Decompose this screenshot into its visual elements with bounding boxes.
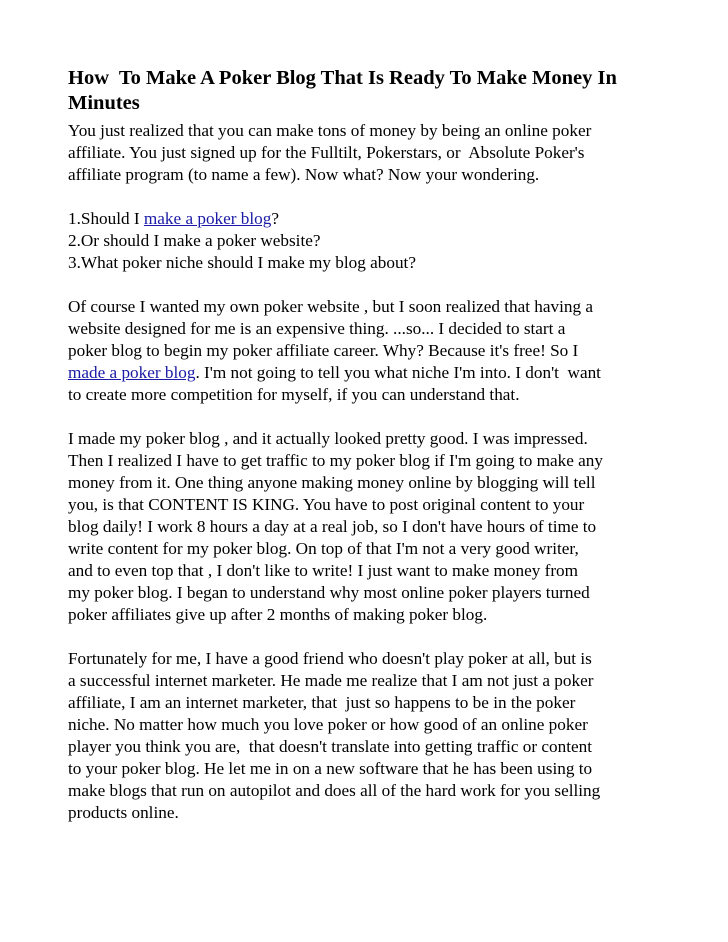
list-item-text: 1.Should I xyxy=(68,209,144,228)
text-line: products online. xyxy=(68,803,179,822)
text-line: to create more competition for myself, if you can understand that. xyxy=(68,385,520,404)
list-item: 3.What poker niche should I make my blog about? xyxy=(68,253,416,272)
list-item: 2.Or should I make a poker website? xyxy=(68,231,321,250)
text-line: I made my poker blog , and it actually looked pretty good. I was impressed. xyxy=(68,429,588,448)
text-line: affiliate program (to name a few). Now what? Now your wondering. xyxy=(68,165,540,184)
text-line: my poker blog. I began to understand why most online poker players turned xyxy=(68,583,590,602)
intro-paragraph xyxy=(68,120,668,186)
text-line: make blogs that run on autopilot and does all of the hard work for you selling xyxy=(68,781,601,800)
internet-marketer-paragraph xyxy=(68,648,668,824)
text-line: player you think you are, that doesn't translate into getting traffic or content xyxy=(68,737,592,756)
poker-website-paragraph xyxy=(68,296,668,406)
make-a-poker-blog-link[interactable]: make a poker blog xyxy=(143,209,272,228)
text-line: Fortunately for me, I have a good friend who doesn't play poker at all, but is xyxy=(68,649,592,668)
question-list xyxy=(68,208,668,274)
text-line: and to even top that , I don't like to write! I just want to make money from xyxy=(68,561,579,580)
text-line-rest: . I'm not going to tell you what niche I'm into. I don't want xyxy=(195,363,601,382)
text-line: write content for my poker blog. On top of that I'm not a very good writer, xyxy=(68,539,579,558)
text-line: affiliate. You just signed up for the Fulltilt, Pokerstars, or Absolute Poker's xyxy=(68,143,585,162)
text-line: affiliate, I am an internet marketer, that just so happens to be in the poker xyxy=(68,693,576,712)
list-item-text: ? xyxy=(271,209,279,228)
text-line: poker blog to begin my poker affiliate career. Why? Because it's free! So I xyxy=(68,341,579,360)
text-line: poker affiliates give up after 2 months of making poker blog. xyxy=(68,605,488,624)
text-line xyxy=(68,362,668,384)
text-line: Then I realized I have to get traffic to my poker blog if I'm going to make any xyxy=(68,451,603,470)
text-line: to your poker blog. He let me in on a new software that he has been using to xyxy=(68,759,593,778)
text-line: you, is that CONTENT IS KING. You have to post original content to your xyxy=(68,495,585,514)
document-page xyxy=(68,66,668,846)
text-line: a successful internet marketer. He made me realize that I am not just a poker xyxy=(68,671,594,690)
list-item xyxy=(68,208,668,230)
content-is-king-paragraph xyxy=(68,428,668,626)
text-line: You just realized that you can make tons of money by being an online poker xyxy=(68,121,592,140)
text-line: Of course I wanted my own poker website , but I soon realized that having a xyxy=(68,297,594,316)
text-line: niche. No matter how much you love poker or how good of an online poker xyxy=(68,715,588,734)
text-line: blog daily! I work 8 hours a day at a real job, so I don't have hours of time to xyxy=(68,517,597,536)
text-line: money from it. One thing anyone making money online by blogging will tell xyxy=(68,473,596,492)
document-title: How To Make A Poker Blog That Is Ready To Make Money In Minutes xyxy=(68,67,622,114)
text-line: website designed for me is an expensive thing. ...so... I decided to start a xyxy=(68,319,566,338)
made-a-poker-blog-link[interactable]: made a poker blog xyxy=(68,363,196,382)
